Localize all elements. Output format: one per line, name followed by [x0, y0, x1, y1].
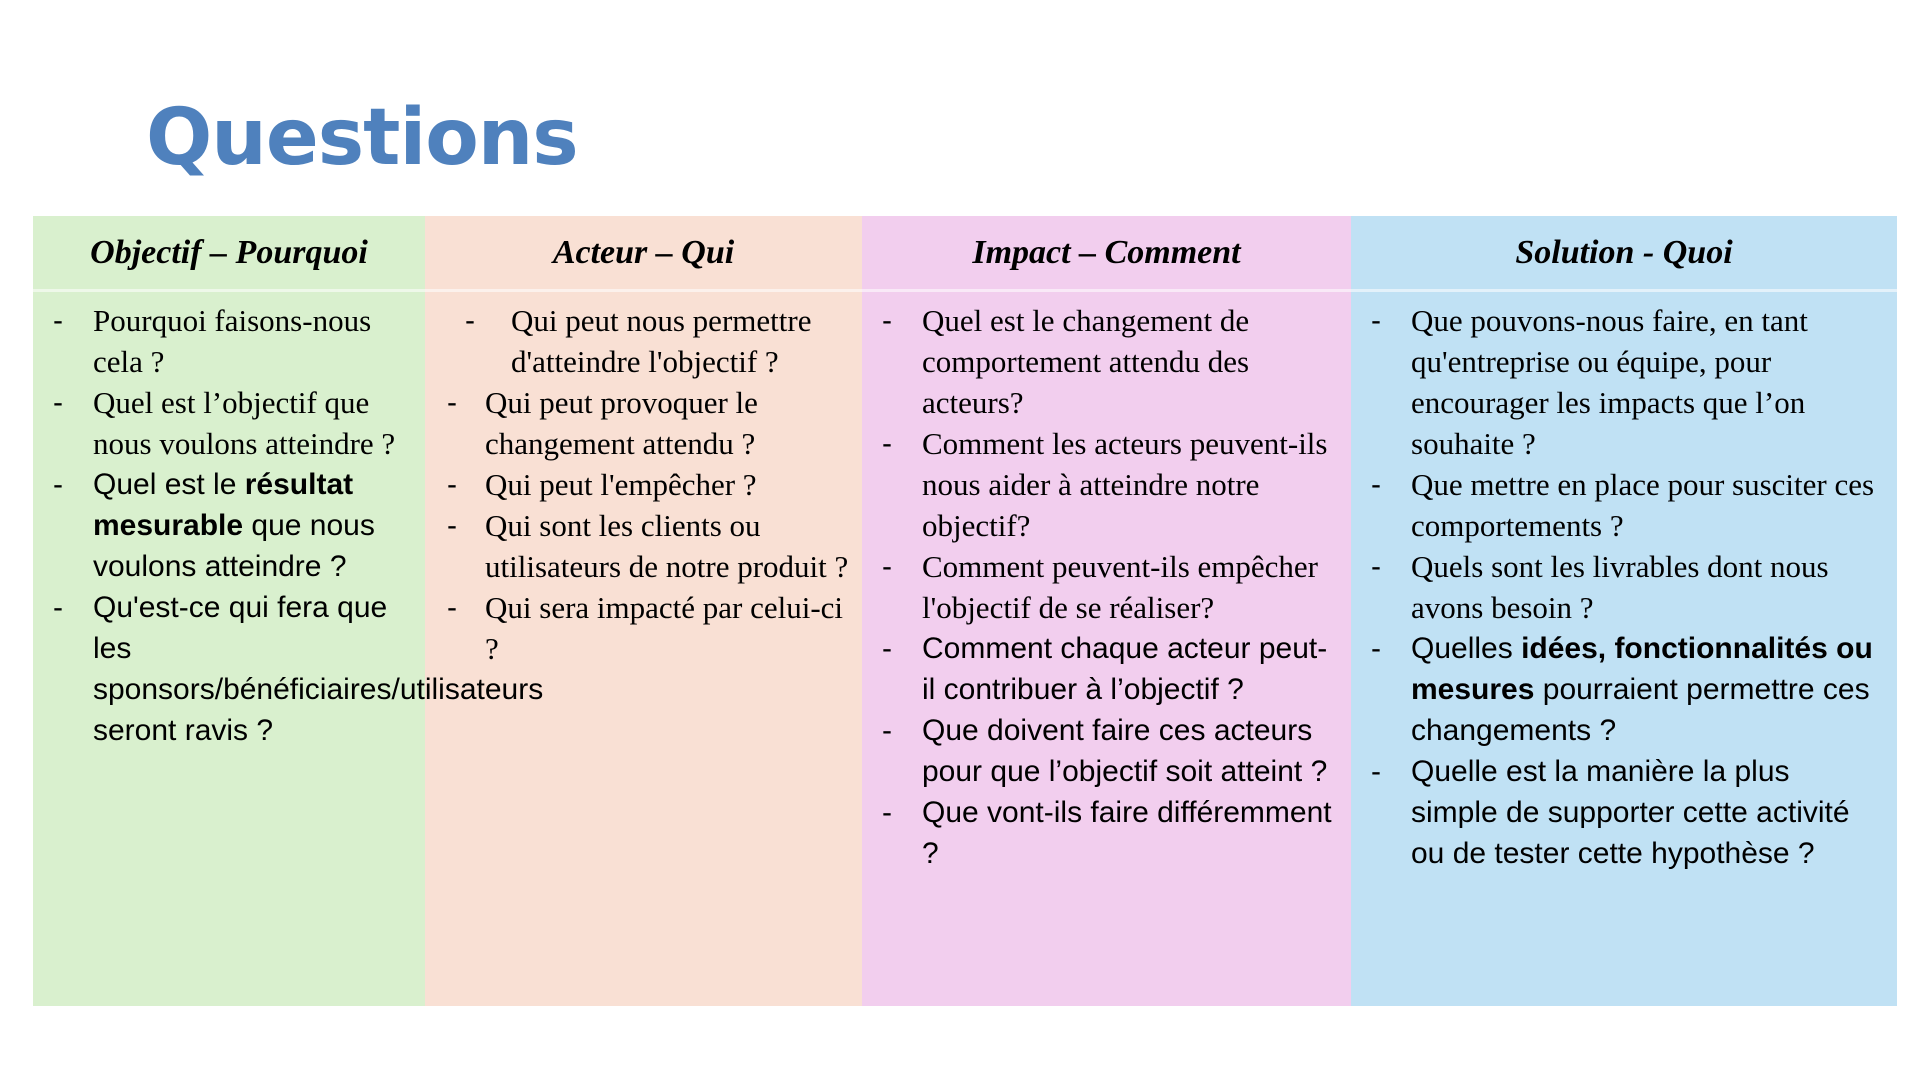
list-item: - Qui peut nous permettre d'atteindre l'objectif ? — [425, 300, 862, 382]
column-body-solution — [1351, 292, 1897, 874]
item-text: pourraient permettre ces changements ? — [1411, 673, 1870, 747]
column-body-impact — [862, 292, 1351, 874]
list-item — [33, 464, 425, 587]
question-list — [33, 300, 544, 751]
list-item: - Qui peut l'empêcher ? — [425, 464, 862, 505]
item-emphasis: résultat mesurable — [93, 468, 354, 542]
list-item: - Comment les acteurs peuvent-ils nous aider à atteindre notre objectif? — [862, 423, 1351, 546]
list-item: - Qui peut provoquer le changement attendu ? — [425, 382, 862, 464]
column-objectif — [33, 216, 544, 1006]
list-item: - Qui sont les clients ou utilisateurs de notre produit ? — [425, 505, 862, 587]
list-item: - Que mettre en place pour susciter ces comportements ? — [1351, 464, 1897, 546]
list-item: - Que vont-ils faire différemment ? — [862, 792, 1351, 874]
list-item: - Qu'est-ce qui fera que les sponsors/bénéficiaires/utilisateurs seront ravis ? — [33, 587, 425, 751]
list-item: - Que doivent faire ces acteurs pour que l’objectif soit atteint ? — [862, 710, 1351, 792]
column-impact — [862, 216, 1351, 1006]
list-item: - Quel est l’objectif que nous voulons atteindre ? — [33, 382, 425, 464]
column-acteur — [425, 216, 862, 1006]
list-item: - Comment chaque acteur peut-il contribuer à l’objectif ? — [862, 628, 1351, 710]
list-item: - Quel est le changement de comportement attendu des acteurs? — [862, 300, 1351, 423]
item-text: Quelles — [1411, 632, 1522, 665]
column-body-acteur — [425, 292, 862, 669]
list-item: - Quelle est la manière la plus simple de supporter cette activité ou de tester cette hypothèse ? — [1351, 751, 1897, 874]
list-item — [1351, 628, 1897, 751]
list-item: - Que pouvons-nous faire, en tant qu'entreprise ou équipe, pour encourager les impacts que l’on souhaite ? — [1351, 300, 1897, 464]
column-header-solution: Solution - Quoi — [1351, 216, 1897, 292]
question-list — [862, 300, 1351, 874]
item-text: que nous voulons atteindre ? — [93, 509, 375, 583]
question-list — [425, 300, 862, 669]
column-body-objectif — [33, 292, 544, 751]
column-header-acteur: Acteur – Qui — [425, 216, 862, 292]
list-item: - Quels sont les livrables dont nous avons besoin ? — [1351, 546, 1897, 628]
column-solution — [1351, 216, 1897, 1006]
column-header-objectif: Objectif – Pourquoi — [33, 216, 425, 292]
column-header-impact: Impact – Comment — [862, 216, 1351, 292]
questions-table — [33, 216, 1897, 1006]
question-list — [1351, 300, 1897, 874]
list-item: - Comment peuvent-ils empêcher l'objectif de se réaliser? — [862, 546, 1351, 628]
item-emphasis: idées, fonctionnalités ou mesures — [1411, 632, 1873, 706]
page-title: Questions — [146, 93, 578, 183]
list-item: - Qui sera impacté par celui-ci ? — [425, 587, 862, 669]
list-item: - Pourquoi faisons-nous cela ? — [33, 300, 425, 382]
item-text: Quel est le — [93, 468, 245, 501]
